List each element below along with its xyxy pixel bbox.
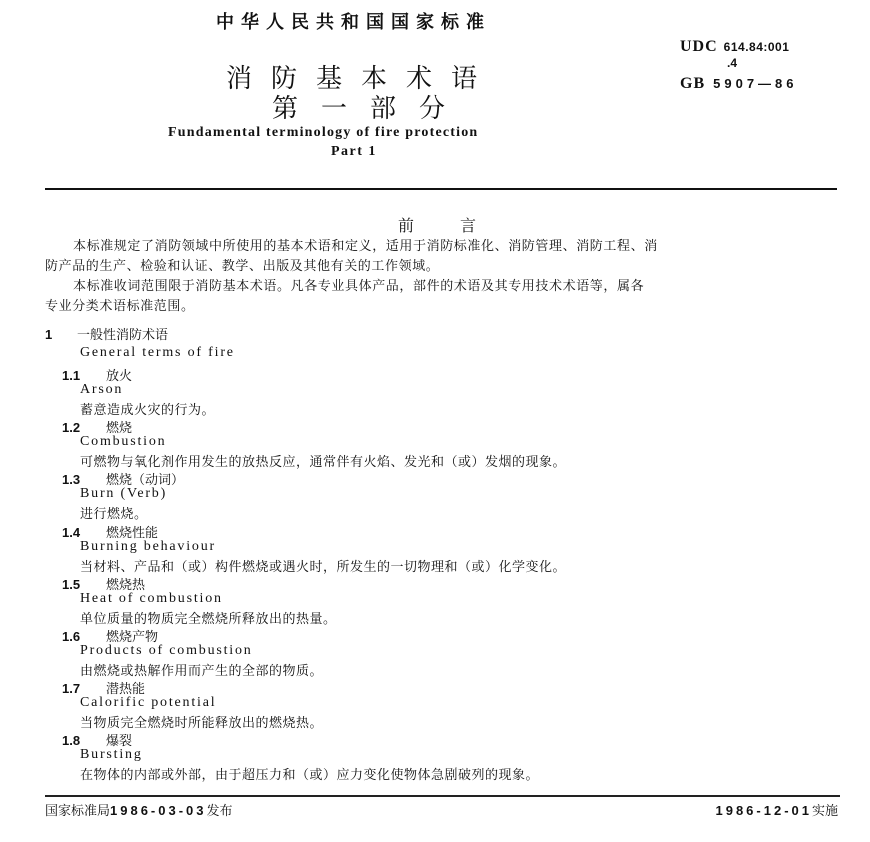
- effective-date: 1986-12-01: [715, 803, 812, 818]
- preface-heading: [398, 213, 476, 236]
- issue-date: 1986-03-03: [110, 803, 207, 818]
- udc-code: [680, 38, 789, 56]
- term-number: 1.5: [62, 576, 81, 592]
- term-name-cn: 燃烧热: [106, 577, 146, 593]
- term-name-en: Combustion: [80, 434, 167, 450]
- gb-label: GB: [680, 75, 706, 92]
- preface-paragraph-2-line1: 本标准收词范围限于消防基本术语。凡各专业具体产品，部件的术语及其专用技术术语等，属各: [73, 279, 645, 294]
- preface-paragraph-1-line2: 防产品的生产、检验和认证、教学、出版及其他有关的工作领域。: [45, 259, 440, 274]
- term-number: 1.2: [62, 420, 81, 436]
- term-name-en: Calorific potential: [80, 695, 217, 711]
- preface-paragraph-1: [45, 237, 840, 277]
- term-name-cn: 潜热能: [106, 682, 146, 698]
- udc-label: UDC: [680, 38, 718, 55]
- term-definition: 单位质量的物质完全燃烧所释放出的热量。: [80, 611, 337, 627]
- footer-divider: [45, 795, 840, 797]
- term-number: 1.4: [62, 524, 81, 540]
- term-definition: 当材料、产品和（或）构件燃烧或遇火时，所发生的一切物理和（或）化学变化。: [80, 559, 567, 575]
- term-definition: 可燃物与氧化剂作用发生的放热反应，通常伴有火焰、发光和（或）发烟的现象。: [80, 455, 567, 471]
- english-title: Fundamental terminology of fire protection: [168, 125, 479, 140]
- effective-suffix: 实施: [811, 804, 838, 819]
- term-definition: 进行燃烧。: [80, 507, 148, 523]
- gb-code: [680, 75, 798, 93]
- term-name-en: Bursting: [80, 747, 143, 763]
- header-divider: [45, 188, 837, 190]
- term-definition: 蓄意造成火灾的行为。: [80, 403, 216, 418]
- term-definition: 当物质完全燃烧时所能释放出的燃烧热。: [80, 716, 324, 732]
- term-name-cn: 燃烧性能: [106, 525, 159, 541]
- national-standard-heading: 中华人民共和国国家标准: [216, 12, 491, 33]
- term-name-cn: 放火: [106, 369, 133, 384]
- udc-value-continuation: .4: [727, 56, 738, 70]
- issue-suffix: 发布: [206, 804, 233, 819]
- term-name-en: Burning behaviour: [80, 538, 216, 554]
- document-subtitle-part: 第一部分: [272, 94, 469, 124]
- term-number: 1.6: [62, 629, 81, 644]
- term-name-en: Arson: [80, 382, 124, 397]
- term-number: 1.1: [62, 368, 81, 383]
- section-title-cn: 一般性消防术语: [77, 328, 169, 343]
- section-number: 1: [45, 327, 53, 342]
- term-definition: 由燃烧或热解作用而产生的全部的物质。: [80, 664, 324, 679]
- term-number: 1.3: [62, 472, 81, 488]
- document-title: 消防基本术语: [226, 64, 497, 94]
- term-name-cn: 爆裂: [106, 734, 133, 750]
- preface-paragraph-1-line1: 本标准规定了消防领域中所使用的基本术语和定义，适用于消防标准化、消防管理、消防工程、消: [73, 239, 658, 254]
- section-title-en: General terms of fire: [80, 345, 235, 360]
- term-name-cn: 燃烧（动词）: [106, 473, 185, 489]
- term-name-en: Products of combustion: [80, 643, 253, 658]
- issue-info: [45, 800, 233, 819]
- effective-info: [715, 800, 838, 819]
- term-number: 1.8: [62, 733, 81, 749]
- term-definition: 在物体的内部或外部，由于超压力和（或）应力变化使物体急剧破列的现象。: [80, 768, 540, 784]
- term-name-en: Burn (Verb): [80, 486, 168, 502]
- gb-value: 5907—86: [713, 76, 798, 91]
- preface-paragraph-2: [45, 277, 840, 317]
- section-heading: [45, 324, 168, 343]
- term-number: 1.7: [62, 681, 81, 697]
- preface-heading-char1: 前: [398, 216, 415, 235]
- term-name-cn: 燃烧: [106, 421, 133, 437]
- preface-paragraph-2-line2: 专业分类术语标准范围。: [45, 299, 195, 314]
- term-name-en: Heat of combustion: [80, 590, 223, 606]
- udc-value: 614.84:001: [723, 40, 790, 54]
- english-part: Part 1: [331, 144, 377, 159]
- issuer: 国家标准局: [45, 804, 111, 819]
- preface-heading-char2: 言: [460, 216, 477, 235]
- term-name-cn: 燃烧产物: [106, 630, 159, 645]
